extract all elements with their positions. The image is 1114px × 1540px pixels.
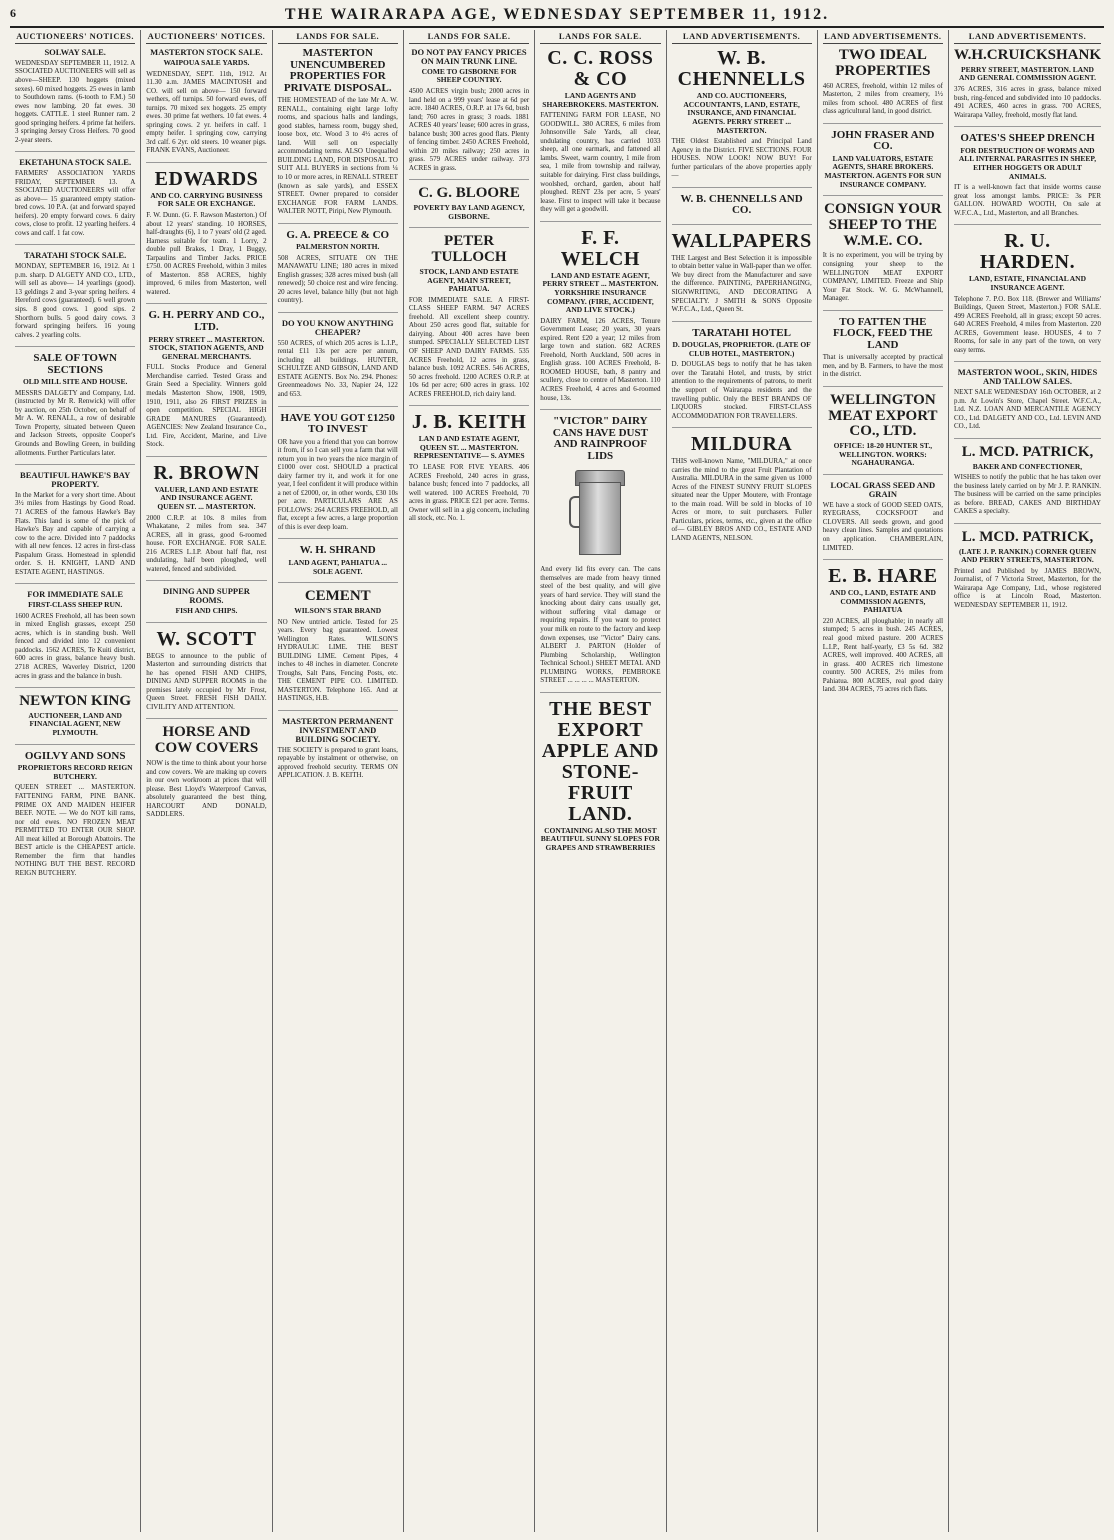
column-heading: LANDS FOR SALE. — [409, 30, 529, 44]
advertisement-body: OR have you a friend that you can borrow it from, if so I can sell you a farm that will return you in two years the nice margin of £1000 over cost. SHOULD a practical dairy farmer try it, and work it for one year, I feel confident it will produce within a net of £2000, or, in other words, £30 10s per acre. PARTICULARS ARE AS FOLLOWS: 264 ACRES FREEHOLD, all flat, except a few acres, a large proportion of this is ever deep loam. — [277, 437, 398, 531]
advertisement-subtitle: OFFICE: 18-20 HUNTER ST., WELLINGTON. WORKS: NGAHAURANGA. — [833, 441, 933, 468]
advertisement-title: W.H.CRUICKSHANK — [954, 47, 1101, 63]
advertisement-body: 460 ACRES, freehold, within 12 miles of Masterton, 2 miles from creamery, 1½ miles from school. 480 ACRES of first class agricultural land, in good district. — [822, 81, 944, 116]
advertisement-block — [15, 694, 135, 745]
advertisement-subtitle: LAND VALUATORS, ESTATE AGENTS, SHARE BROKERS. MASTERTON. AGENTS FOR SUN INSURANCE COMPANY. — [824, 153, 942, 189]
advertisement-title: MASTERTON WOOL, SKIN, HIDES AND TALLOW SALES. — [957, 367, 1098, 387]
advertisement-block — [954, 48, 1101, 127]
advertisement-subtitle: WAIPOUA SALE YARDS. — [163, 57, 250, 67]
advertisement-subtitle: WILSON'S STAR BRAND — [294, 606, 382, 616]
advertisement-title: W. B. CHENNELLS AND CO. — [680, 192, 803, 217]
advertisement-block — [823, 393, 943, 475]
masthead-title: THE WAIRARAPA AGE, WEDNESDAY SEPTEMBER 11, 1912. — [284, 6, 830, 23]
advertisement-title: TWO IDEAL PROPERTIES — [835, 47, 931, 79]
column-5 — [535, 30, 666, 1532]
advertisement-block — [672, 194, 812, 225]
advertisement-title: W. H. SHRAND — [299, 544, 376, 557]
advertisement-block — [823, 202, 943, 310]
advertisement-title: HORSE AND COW COVERS — [154, 724, 259, 757]
advertisement-body: Telephone 7. P.O. Box 118. (Brewer and Williams' Buildings, Queen Street, Masterton.) FOR SALE. 499 ACRES Freehold, all in grass; except 50 acres. 640 ACRES Freehold, 4 miles from Masterton. 220 ACRES, Government lease. HOUSES, 4 to 7 Rooms, for sale in any part of the town, on very easy terms. — [954, 294, 1101, 354]
advertisement-block — [540, 416, 660, 693]
advertisement-block — [15, 48, 135, 152]
advertisement-block — [672, 48, 812, 188]
advertisement-body: 2000 C.R.P. at 10s. 8 miles from Whakatane, 2 miles from sea. 347 ACRES, all in grass, good 6-roomed house. FOR EXCHANGE. FOR SALE. 216 ACRES L.I.P. About half flat, rest undulating, half been ploughed, well watered, fenced and subdivided. — [146, 513, 267, 573]
advertisement-subtitle: PALMERSTON NORTH. — [296, 242, 380, 252]
advertisement-block — [278, 230, 398, 313]
advertisement-block — [278, 413, 398, 540]
advertisement-subtitle: AUCTIONEER, LAND AND FINANCIAL AGENT, NEW PLYMOUTH. — [28, 710, 122, 738]
advertisement-body: 1600 ACRES Freehold, all has been sown in mixed English grasses, except 250 acres, which is in standing bush. Well fenced and divided into 12 convenient paddocks. 1562 ACRES, Te Kuiti district, 600 acres in grass, balance heavy bush. 2718 ACRES, Waverley District, 1200 acres in grass and the balance in bush. — [15, 611, 136, 680]
advertisement-title: MILDURA — [690, 433, 793, 456]
advertisement-block — [146, 169, 266, 305]
column-2 — [141, 30, 272, 1532]
advertisement-title: SALE OF TOWN SECTIONS — [33, 352, 117, 376]
advertisement-title: L. MCD. PATRICK, — [961, 443, 1094, 460]
advertisement-body: Printed and Published by JAMES BROWN, Journalist, of 7 Victoria Street, Masterton, for the Wairarapa Age Company, Ltd., whose registered office is at Lincoln Road, Masterton. WEDNESDAY SEPTEMBER 11, 1912. — [954, 566, 1101, 609]
advertisement-block — [823, 130, 943, 197]
advertisement-block — [15, 471, 135, 584]
column-heading: LANDS FOR SALE. — [540, 30, 660, 44]
newspaper-masthead — [10, 4, 1104, 28]
advertisement-block — [954, 530, 1101, 617]
advertisement-title: MASTERTON UNENCUMBERED PROPERTIES FOR PRIVATE DISPOSAL. — [283, 47, 392, 94]
advertisement-block — [146, 725, 266, 825]
advertisement-body: 220 ACRES, all ploughable; in nearly all stumped; 5 acres in bush. 245 ACRES, real good mixed pasture. 200 ACRES L.I.P., Rent half-yearly, £3 5s 6d. 382 ACRES, well improved. 400 ACRES, all in grass. 400 ACRES rich limestone country. 500 ACRES, 2½ miles from Pahiatua. 800 ACRES, real good dairy land. 304 ACRES, 75 acres rich flats. — [822, 616, 944, 694]
page-number: 6 — [10, 6, 18, 20]
advertisement-subtitle: D. DOUGLAS, PROPRIETOR. (LATE OF CLUB HOTEL, MASTERTON.) — [672, 340, 811, 358]
advertisement-title: C. G. BLOORE — [418, 185, 520, 202]
advertisement-block — [540, 228, 660, 410]
advertisement-block — [672, 434, 812, 549]
advertisement-subtitle: LAND AND ESTATE AGENT, PERRY STREET ... MASTERTON. YORKSHIRE INSURANCE COMPANY. (FIRE, ACCIDENT, AND LIVE STOCK.) — [542, 270, 659, 315]
advertisement-block — [146, 463, 266, 582]
advertisement-title: MASTERTON STOCK SALE. — [150, 47, 263, 57]
advertisement-subtitle: FOR DESTRUCTION OF WORMS AND ALL INTERNAL PARASITES IN SHEEP, EITHER HOGGETS OR ADULT ANIMALS. — [958, 145, 1097, 181]
advertisement-subtitle: CONTAINING ALSO THE MOST BEAUTIFUL SUNNY SLOPES FOR GRAPES AND STRAWBERRIES — [540, 825, 660, 852]
advertisement-body: 550 ACRES, of which 205 acres is L.I.P., rental £11 13s per acre per annum, including all buildings. HUNTER, SCHULTZE AND GIBSON, LAND AND ESTATE AGENTS. Box No. 294. Phones: Greenmeadows No. 33, Napier 24, 122 and 653. — [277, 338, 398, 399]
advertisement-title: TO FATTEN THE FLOCK, FEED THE LAND — [833, 315, 933, 351]
advertisement-body: It is no experiment, you will be trying by consigning your sheep to the WELLINGTON MEAT EXPORT COMPANY, LIMITED. Freeze and Ship Your Fat Stock. W. G. McWhannell, Manager. — [822, 251, 944, 303]
advertisement-block — [409, 186, 529, 228]
advertisement-subtitle: FIRST-CLASS SHEEP RUN. — [28, 600, 123, 610]
advertisement-title: PETER TULLOCH — [431, 233, 507, 266]
advertisement-title: R. U. HARDEN. — [979, 230, 1076, 274]
advertisement-block — [15, 251, 135, 347]
advertisement-block — [954, 368, 1101, 439]
column-6 — [667, 30, 818, 1532]
advertisement-body: WE have a stock of GOOD SEED OATS, RYEGRASS, COCKSFOOT and CLOVERS. All seeds grown, and good heavy clean lines. Samples and quotations on application. CHAMBERLAIN, LIMITED. — [822, 500, 944, 552]
advertisement-subtitle: OLD MILL SITE AND HOUSE. — [22, 377, 128, 387]
advertisement-block — [146, 310, 266, 456]
advertisement-body: DAIRY FARM, 126 ACRES, Tenure Government Lease; 20 years, 30 years expired. Rent £20 a year; 12 miles from large town and station. 682 ACRES Freehold, North Auckland, 500 acres in English grass. 100 ACRES Freehold, 8-ROOMED HOUSE, bath, 8 pantry and scullery, close to centre of Masterton. 110 ACRES Freehold, 4 acres and 6-roomed house, 13s. — [540, 316, 661, 402]
column-4 — [404, 30, 535, 1532]
advertisement-body: THE SOCIETY is prepared to grant loans, repayable by instalment or otherwise, on approved freehold security. TERMS ON APPLICATION. J. B. KEITH. — [277, 745, 398, 780]
advertisement-block — [278, 589, 398, 711]
advertisement-title: W. SCOTT — [156, 627, 257, 650]
advertisement-subtitle: FISH AND CHIPS. — [175, 606, 238, 616]
column-heading: AUCTIONEERS' NOTICES. — [15, 30, 135, 44]
column-heading: AUCTIONEERS' NOTICES. — [146, 30, 266, 44]
advertisement-block — [146, 48, 266, 163]
advertisement-title: OGILVY AND SONS — [24, 749, 126, 762]
advertisement-block — [15, 751, 135, 885]
advertisement-block — [15, 353, 135, 465]
advertisement-title: BEAUTIFUL HAWKE'S BAY PROPERTY. — [20, 470, 131, 489]
advertisement-block — [954, 133, 1101, 225]
column-heading: LANDS FOR SALE. — [278, 30, 398, 44]
advertisement-title: R. BROWN — [153, 461, 260, 484]
advertisement-body: THE Oldest Established and Principal Land Agency in the District. FIVE SECTIONS. FOUR HOUSES. NOW LOOK! NOW BUY! For further particulars of the above properties apply— — [671, 137, 812, 180]
advertisement-subtitle: LAND AGENT, PAHIATUA ... SOLE AGENT. — [288, 558, 388, 576]
advertisement-body: THIS well-known Name, "MILDURA," at once carries the mind to the great Fruit Plantation of Australia. MILDURA in the same given us 1000 Acres of the FINEST SUNNY FRUIT SLOPES situated near the Upper Moutere, with Frontage to the main road. Will be sold in blocks of 10 Acres or more, to suit purchasers. Fuller Particulars, prices, terms, etc., given at the office of— GIBLEY BROS AND CO., ESTATE AND LAND AGENTS, NELSON. — [671, 457, 812, 542]
advertisement-subtitle: STOCK, LAND AND ESTATE AGENT, MAIN STREET, PAHIATUA. — [419, 266, 519, 294]
advertisement-subtitle: AND CO. CARRYING BUSINESS FOR SALE OR EXCHANGE. — [150, 190, 263, 209]
advertisement-title: FOR IMMEDIATE SALE — [27, 589, 123, 600]
advertisement-subtitle: VALUER, LAND AND ESTATE AND INSURANCE AGENT. QUEEN ST. ... MASTERTON. — [154, 484, 259, 511]
advertisement-body: QUEEN STREET ... MASTERTON. FATTENING FARM, PINE BANK. PRIME OX AND MAIDEN HEIFER BEEF. NOTE. — We do NOT kill rams, nor old ewes. NO FROZEN MEAT PERMITTED TO ENTER OUR SHOP. All meat killed at Borough Abattoirs. The BEST article is the CHEAPEST article. Remember the firm that handles NOTHING BUT THE BEST. RECORD REIGN BUTCHERY. — [15, 783, 136, 877]
column-7 — [818, 30, 949, 1532]
advertisement-block — [672, 231, 812, 322]
advertisement-body: In the Market for a very short time. About 3½ miles from Hastings by Good Road. 71 ACRES of the famous Hawke's Bay Flats. This land is some of the pick of Hawke's Bay and capable of carrying a cow to the acre. Divided into 7 paddocks with all new fences. 12 acres in first-class Paspalum Grass. Homestead in splendid order. S. H. KNIGHT, LAND AND ESTATE AGENT, HASTINGS. — [15, 490, 136, 576]
advertisement-title: MASTERTON PERMANENT INVESTMENT AND BUILDING SOCIETY. — [282, 715, 394, 744]
advertisement-subtitle: PERRY STREET ... MASTERTON. STOCK, STATION AGENTS, AND GENERAL MERCHANTS. — [148, 334, 265, 361]
column-3 — [273, 30, 404, 1532]
column-heading: LAND ADVERTISEMENTS. — [954, 30, 1101, 44]
advertisement-block — [15, 158, 135, 245]
advertisement-title: W. B. CHENNELLS — [677, 47, 806, 90]
advertisement-body: F. W. Dunn. (G. F. Rawson Masterton.) Of about 12 years' standing. 10 HORSES, half-draughts (6), 1 to 7 years' old (2 aged. Harness suitable for team. 1 Lorry, 2 double pull Brakes, 1 Dray, 1 Buggy, Tarpaulins and Timber Jacks. PRICE £750. 00 ACRES Freehold, within 3 miles of Masterton. 858 ACRES, highly improved, 6 miles from Masterton, well watered. — [146, 211, 267, 296]
advertisement-title: WALLPAPERS — [671, 229, 812, 252]
advertisement-block — [409, 234, 529, 406]
advertisement-subtitle: BAKER AND CONFECTIONER, — [972, 461, 1083, 471]
advertisement-body: D. DOUGLAS begs to notify that he has taken over the Taratahi Hotel, and trusts, by strict attention to the requirements of patrons, to merit the support of Wairarapa residents and the travelling public. Only the BEST BRANDS OF LIQUORS stocked. FIRST-CLASS ACCOMMODATION FOR TRAVELLERS. — [671, 360, 812, 420]
advertisement-title: C. C. ROSS & CO — [547, 47, 654, 90]
advertisement-title: G. A. PREECE & CO — [286, 228, 390, 241]
advertisement-block — [278, 319, 398, 407]
advertisement-title: G. H. PERRY AND CO., LTD. — [148, 309, 265, 333]
advertisement-block — [672, 328, 812, 429]
advertisement-body: FULL Stocks Produce and General Merchandise carried. Tested Grass and Grain Seed a Speciality. Winners gold medals Masterton Show, 1908, 1909, 1910, 1911, also 26 FIRST PRIZES in open competition. SPECIAL HIGH GRADE MANURES (Guaranteed). AGENCIES: New Zealand Insurance Co., Ltd. Fire, Accident, Marine, and Live Stock. — [146, 363, 267, 449]
advertisement-body: IT is a well-known fact that inside worms cause great loss amongst lambs. PRICE: 3s PER GALLON. HOWARD WOOTH, On sale at W.F.C.A., Ltd., Masterton, and all Branches. — [954, 183, 1101, 217]
advertisement-title: "VICTOR" DAIRY CANS HAVE DUST AND RAINPROOF LIDS — [552, 415, 648, 462]
advertisement-body: WISHES to notify the public that he has taken over the business lately carried on by Mr J. P. RANKIN. The business will be carried on the same principles as before. BREAD, CAKES AND BIRTHDAY CAKES a specialty. — [954, 473, 1101, 516]
advertisement-body: NO New untried article. Tested for 25 years. Every bag guaranteed. Lowest Wellington Rates. WILSON'S HYDRAULIC LIME. THE BEST BUILDING LIME. Cement Pipes, 4 inches to 48 inches in diameter. Concrete Troughs, Salt Pans, Fencing Posts, etc. THE CEMENT PIPE CO. LIMITED. MASTERTON. Telephone 165. And at HASTINGS, H.B. — [277, 617, 398, 703]
advertisement-subtitle: POVERTY BAY LAND AGENCY, GISBORNE. — [413, 203, 525, 221]
advertisement-subtitle: AND CO., LAND, ESTATE AND COMMISSION AGENTS, PAHIATUA — [829, 588, 936, 615]
advertisement-subtitle: LAND, ESTATE, FINANCIAL AND INSURANCE AGENT. — [968, 274, 1087, 292]
column-heading: LAND ADVERTISEMENTS. — [672, 30, 812, 44]
advertisement-title: TARATAHI HOTEL — [692, 326, 791, 339]
advertisement-block — [823, 48, 943, 124]
advertisement-block — [409, 412, 529, 530]
advertisement-title: OATES'S SHEEP DRENCH — [960, 132, 1095, 145]
advertisement-title: J. B. KEITH — [411, 411, 527, 434]
advertisement-block — [15, 590, 135, 688]
advertisement-title: WELLINGTON MEAT EXPORT CO., LTD. — [828, 391, 938, 440]
advertisement-body: FARMERS' ASSOCIATION YARDS FRIDAY, SEPTEMBER 13. A SSOCIATED AUCTIONEERS will offer as above— 15 guaranteed empty station-bred cows. 10 P.A. (at and forward spayed heifers). 20 empty forward cows. 6 dairy cows, close to profit. 12 yearling heifers. 4 cows and calf. 1 fat cow. — [15, 169, 136, 237]
advertisement-title: LOCAL GRASS SEED AND GRAIN — [830, 480, 936, 499]
advertisement-subtitle: (LATE J. P. RANKIN.) CORNER QUEEN AND PERRY STREETS, MASTERTON. — [958, 546, 1097, 565]
advertisement-title: SOLWAY SALE. — [44, 47, 106, 57]
advertisement-title: NEWTON KING — [19, 693, 132, 710]
advertisement-title: EKETAHUNA STOCK SALE. — [19, 157, 132, 168]
advertisement-block — [540, 48, 660, 222]
advertisement-block — [823, 566, 943, 701]
advertisement-body: WEDNESDAY, SEPT. 11th, 1912. At 11.30 a.m. JAMES MACINTOSH and CO. will sell on above— 150 forward wethers, off turnips. 50 forward ewes, off turnips. 70 mixed sex hoggets. 25 empty ewes. 30 prime fat wethers. 10 fat ewes. 4 springing cows. 2 yr. heifers in calf. 1 empty heifer. 1 springing cow, carrying 3rd calf. 6 2yr. old steers. 10 weaner pigs. FRANK EVANS, Auctioneer. — [146, 69, 267, 155]
advertisement-subtitle: PERRY STREET, MASTERTON. LAND AND GENERAL COMMISSION AGENT. — [959, 64, 1096, 83]
advertisement-body: MONDAY, SEPTEMBER 16, 1912. At 1 p.m. sharp. D ALGETY AND CO., LTD., will sell as above— 14 yearlings (good). 13 geldings 2 and 3-year spring heifers. 4 Hereford cows (guaranteed). 6 well grown sips. 8 good cows. 1 good sips. 2 Shorthorn bulls. 5 good dairy cows. 3 forward springing heifers. 16 young calves. 2 yearling colts. — [15, 262, 136, 339]
advertisement-subtitle: PROPRIETORS RECORD REIGN BUTCHERY. — [17, 763, 133, 781]
advertisement-body: TO LEASE FOR FIVE YEARS. 406 ACRES Freehold, 240 acres in grass, balance bush; fenced into 7 paddocks, all well watered. 100 ACRES Freehold, 70 acres in grass. PRICE £21 per acre. Terms. Owner will sell in a gig concern, including all stock, etc. No. 1. — [408, 463, 530, 523]
advertisement-block — [954, 231, 1101, 362]
column-heading: LAND ADVERTISEMENTS. — [823, 30, 943, 44]
advertisement-block — [954, 445, 1101, 524]
column-1 — [10, 30, 141, 1532]
advertisement-block — [823, 481, 943, 560]
advertisement-title: F. F. WELCH — [560, 226, 640, 270]
advertisement-body: FATTENING FARM FOR LEASE, NO GOODWILL. 380 ACRES, 6 miles from Johnsonville Sale Yards, all clear, undulating country, has carried 1033 sheep, all one earmark, and fattened all lambs. Sweet, warm country, 1 mile from sea, 1 mile from township and railway, suitable for dairying. First class buildings, woolshed, orchard, garden, about half ploughed. RENT 23s per acre, 5 years' lease. First to inspect will take it because they will get a goodwill. — [540, 111, 661, 214]
advertisement-block — [278, 48, 398, 224]
advertisement-body: THE Largest and Best Selection it is impossible to obtain better value in Wall-paper than we offer. We buy direct from the Manufacturer and save the difference. PAINTING, PAPERHANGING, SIGNWRITING, AND DECORATING A SPECIALTY. J SMITH & SONS Opposite W.F.C.A., Ltd., Queen St. — [671, 253, 812, 314]
column-8 — [949, 30, 1106, 1532]
advertisement-body: NEXT SALE WEDNESDAY 16th OCTOBER, at 2 p.m. At Lowin's Store, Chapel Street. W.F.C.A., Ltd. N.Z. LOAN AND MERCANTILE AGENCY CO., Ltd. DALGETY AND CO., Ltd. LEVIN AND CO., Ltd. — [954, 388, 1101, 431]
advertisement-body: And every lid fits every can. The cans themselves are made from heavy tinned steel of the best quality, and will give years of hard service. They will stand the knocking about dairy cans usually get, without suffering vital damage or requiring repairs. If you want to protect your milk en route to the factory and keep down expenses, use "Victor" Dairy cans. ALBERT J. PARTON (Holder of Plumbing Scholarship, Wellington Technical School.) SHEET METAL AND PLUMBING WORKS, PEMBROKE STREET ... ... ... ... MASTERTON. — [540, 565, 661, 685]
advertisement-block — [278, 717, 398, 787]
dairy-can-illustration — [565, 466, 635, 561]
advertisement-body: 4500 ACRES virgin bush; 2000 acres in land held on a 999 years' lease at 6d per acre. 1840 ACRES, O.R.P. at 17s 6d, bush land; 760 acres in grass; 3 roads. 1881 ACRES 40 years' lease; 600 acres in grass, balance bush; 300 acres good flats. Plenty of fencing timber. 2450 ACRES Freehold, within 20 miles railway; 250 acres in grass. 579 ACRES under railway. 373 ACRES in grass. — [408, 87, 530, 172]
advertisement-block — [146, 587, 266, 622]
advertisement-title: CONSIGN YOUR SHEEP TO THE W.M.E. CO. — [824, 201, 942, 249]
advertisement-body: FOR IMMEDIATE SALE. A FIRST-CLASS SHEEP FARM. 947 ACRES freehold. All excellent sheep country. About 250 acres good flat, suitable for dairying. About 400 acres have been stumped. SPECIALLY SELECTED LIST OF SHEEP AND DAIRY FARMS. 535 ACRES Freehold, 12 acres in grass, balance bush. 1092 ACRES. 546 ACRES, 50 acres freehold. 1200 ACRES O.R.P. at 10s 6d per acre; 600 acres in grass. 102 ACRES FREEHOLD, rich dairy land. — [408, 295, 530, 398]
advertisement-title: E. B. HARE — [828, 565, 938, 588]
advertisement-body: 508 ACRES, SITUATE ON THE MANAWATU LINE; 180 acres in mixed English grasses; 328 acres mixed bush (all renewed); 50 choice rest and wire fencing. 20 acres level, balance hilly (but not high country). — [277, 253, 398, 305]
advertisement-title: CEMENT — [304, 588, 371, 605]
advertisement-body: NOW is the time to think about your horse and cow covers. We are making up covers in our own workroom at prices that will please. Best Lloyd's Waterproof Canvas, absolutely guaranteed the best thing, HARCOURT AND DONALD, SADDLERS. — [146, 758, 267, 819]
advertisement-subtitle: AND CO. AUCTIONEERS, ACCOUNTANTS, LAND, ESTATE, INSURANCE, AND FINANCIAL AGENTS. PERRY STREET ... MASTERTON. — [683, 91, 800, 135]
advertisement-title: JOHN FRASER AND CO. — [831, 128, 935, 153]
advertisement-title: THE BEST EXPORT APPLE AND STONE-FRUIT LAND. — [541, 697, 659, 825]
advertisement-body: 376 ACRES, 316 acres in grass, balance mixed bush, ring-fenced and subdivided into 10 paddocks. 491 ACRES, 460 acres in grass. 700 ACRES, Wairarapa Valley, freehold, mostly flat land. — [954, 85, 1101, 119]
advertisement-body: That is universally accepted by practical men, and by B. Farmers, to have the most in the district. — [822, 353, 944, 379]
advertisement-title: TARATAHI STOCK SALE. — [24, 250, 127, 261]
advertisement-block — [146, 629, 266, 720]
advertisement-body: MESSRS DALGETY and Company, Ltd. (instructed by Mr R. Renwick) will offer by auction, on 25th October, on behalf of Mr A. W. RENALL, a row of desirable Town Property, situated between Queen and Jackson Streets, opposite Cooper's Grounds and Bowling Green, in building allotments. Further Particulars later. — [15, 388, 136, 457]
advertisement-block — [540, 699, 660, 859]
advertisement-subtitle: LAN D AND ESTATE AGENT, QUEEN ST. ... MASTERTON. REPRESENTATIVE— S. AYMES — [413, 434, 525, 461]
advertisement-title: HAVE YOU GOT £1250 TO INVEST — [280, 411, 395, 436]
advertisement-title: L. MCD. PATRICK, — [961, 528, 1094, 545]
advertisement-block — [278, 545, 398, 583]
advertisement-title: DINING AND SUPPER ROOMS. — [162, 586, 250, 606]
advertisement-block — [409, 48, 529, 180]
newspaper-columns — [10, 30, 1106, 1532]
advertisement-title: DO NOT PAY FANCY PRICES ON MAIN TRUNK LINE. — [411, 47, 527, 66]
advertisement-title: DO YOU KNOW ANYTHING CHEAPER? — [281, 317, 394, 337]
advertisement-subtitle: COME TO GISBORNE FOR SHEEP COUNTRY. — [421, 66, 517, 85]
advertisement-body: THE HOMESTEAD of the late Mr A. W. RENALL, containing eight large lofty rooms, and spacious halls and landings, good stables, harness room, buggy shed, loose box, etc. Wood 3 to 4½ acres of land. Will sell on especially accommodating terms. ALSO Unequalled BUILDING LAND, FOR DISPOSAL TO SUIT ALL BUYERS in sections from ¼ to 10 or more acres, in RENALL STREET (known as sale yards), and ESSEX STREET. Owner prepared to consider EXCHANGE FOR FARM LANDS. WALTER NOTT, Piripi, New Plymouth. — [277, 96, 398, 216]
advertisement-block — [823, 317, 943, 387]
advertisement-subtitle: LAND AGENTS AND SHAREBROKERS. MASTERTON. — [542, 91, 659, 109]
advertisement-body: BEGS to announce to the public of Masterton and surrounding districts that he has opened FISH AND CHIPS, DINING AND SUPPER ROOMS in the premises lately occupied by Mr Frost, Queen Street. FRESH FISH DAILY. CIVILITY AND ATTENTION. — [146, 651, 267, 711]
advertisement-title: EDWARDS — [154, 167, 259, 190]
advertisement-body: WEDNESDAY SEPTEMBER 11, 1912. A SSOCIATED AUCTIONEERS will sell as above—SHEEP. 130 hoggets (mixed sexes). 60 mixed hoggets. 25 ewes in lamb to Southdown rams. (6-tooth to F.M.) 50 ewes now lambing. 20 fat ewes. 30 hoggets. CATTLE. 1 steel Runner ram. 2 good springing heifers. 4 prime fat heifers. 3 springing Jersey Cross Heifers. 70 good 2-year steers. — [15, 58, 136, 144]
